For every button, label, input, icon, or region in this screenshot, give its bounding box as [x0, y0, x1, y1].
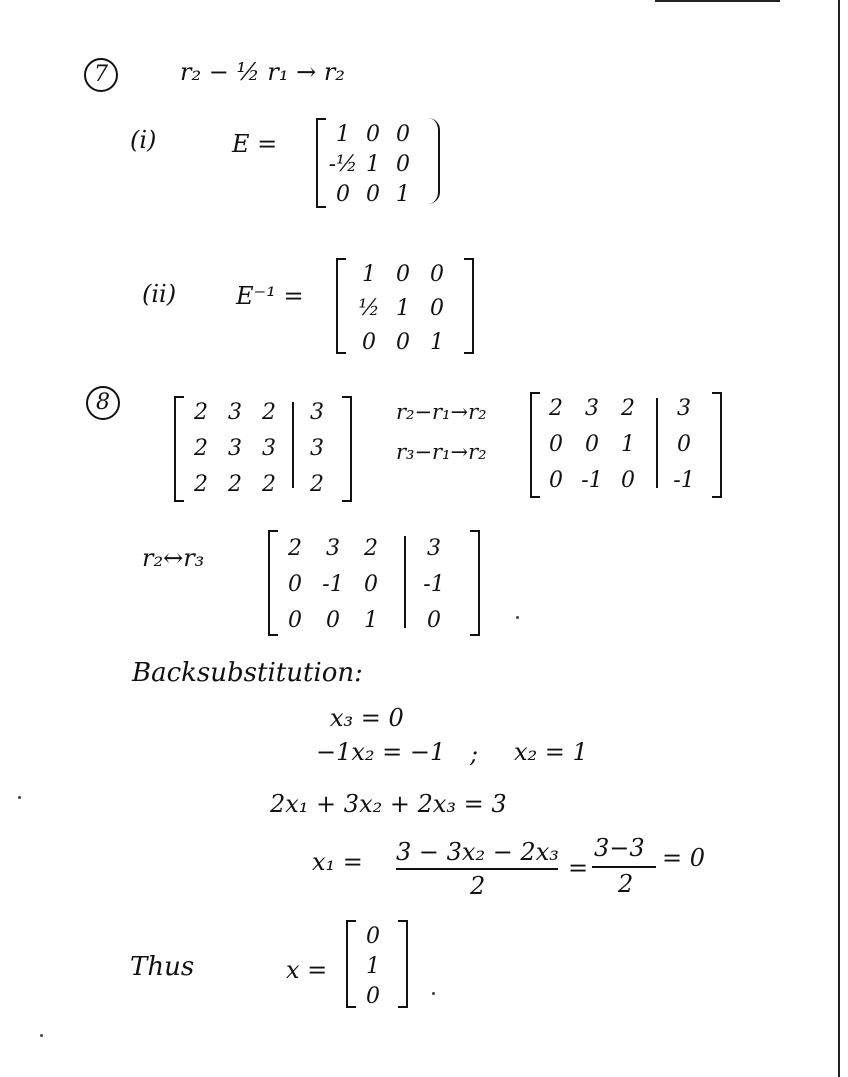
solution-vector	[356, 926, 390, 1008]
part-ii-label: (ii)	[142, 280, 177, 308]
matrix-E-symbol: E =	[232, 130, 278, 158]
matrix-Einv-cell: 0	[362, 330, 376, 355]
aug3-cell: 2	[364, 536, 378, 561]
backsub-x1-lhs: x₁ =	[312, 848, 363, 876]
backsub-x2-eq: −1x₂ = −1	[316, 738, 446, 766]
scan-speck	[516, 616, 519, 619]
aug2-cell: 0	[549, 468, 563, 493]
aug2-cell: -1	[581, 468, 603, 493]
aug1-rhs	[300, 402, 334, 496]
aug2-rhs-cell: 3	[677, 396, 691, 421]
aug2-cell: 3	[585, 396, 599, 421]
aug2-coefficients	[538, 398, 646, 492]
matrix-E-cell: 1	[336, 122, 350, 147]
problem-8-number	[86, 386, 120, 420]
aug1-coefficients	[184, 402, 286, 496]
aug3-rhs	[414, 538, 454, 632]
aug2-cell: 1	[621, 432, 635, 457]
matrix-Einv-cell: 0	[396, 262, 410, 287]
backsub-x1-denominator-2: 2	[618, 870, 634, 898]
aug2-cell: 0	[549, 432, 563, 457]
matrix-Einv-cell: 0	[430, 262, 444, 287]
backsub-heading: Backsubstitution:	[132, 658, 363, 688]
part-i-label: (i)	[130, 126, 157, 154]
aug1-right-bracket	[342, 396, 352, 502]
scan-speck	[18, 796, 21, 799]
scan-edge-top	[655, 0, 780, 2]
aug3-right-bracket	[470, 530, 480, 636]
aug1-cell: 2	[262, 400, 276, 425]
matrix-E-cell: -½	[328, 152, 358, 177]
aug3-cell: 2	[288, 536, 302, 561]
row-op-2: r₃−r₁→r₂	[396, 440, 487, 464]
aug2-cell: 2	[549, 396, 563, 421]
backsub-x1-result: = 0	[662, 844, 706, 872]
backsub-equals: =	[568, 854, 589, 882]
aug1-cell: 2	[194, 472, 208, 497]
row-op-1: r₂−r₁→r₂	[396, 400, 487, 424]
backsub-x3: x₃ = 0	[330, 704, 404, 732]
backsub-x1-fraction-bar-2	[592, 866, 656, 868]
conclusion-word: Thus	[130, 952, 195, 982]
matrix-Einv-cell: 1	[430, 330, 444, 355]
aug3-cell: 1	[364, 608, 378, 633]
aug3-rhs-cell: -1	[423, 572, 445, 597]
solution-vector-cell: 1	[366, 954, 380, 979]
matrix-Einv	[352, 264, 454, 354]
solution-vector-right-bracket	[398, 920, 408, 1008]
problem-7-number-text: 7	[94, 62, 108, 87]
solution-vector-left-bracket	[346, 920, 356, 1008]
matrix-E-cell: 0	[396, 152, 410, 177]
matrix-Einv-cell: ½	[358, 296, 380, 321]
aug2-rhs	[664, 398, 704, 492]
solution-vector-cell: 0	[366, 924, 380, 949]
scan-edge-right	[838, 0, 840, 1077]
matrix-Einv-symbol: E⁻¹ =	[236, 282, 304, 310]
aug1-cell: 3	[262, 436, 276, 461]
aug3-rhs-cell: 0	[427, 608, 441, 633]
aug3-rhs-cell: 3	[427, 536, 441, 561]
backsub-x2-value: x₂ = 1	[514, 738, 588, 766]
problem-7-number	[84, 58, 118, 92]
problem-7-row-operation: r₂ − ½ r₁ → r₂	[180, 58, 345, 86]
backsub-x1-fraction-bar	[396, 868, 558, 870]
matrix-E-cell: 1	[396, 182, 410, 207]
matrix-E-cell: 0	[336, 182, 350, 207]
backsub-equation: 2x₁ + 3x₂ + 2x₃ = 3	[270, 790, 507, 818]
aug3-cell: 3	[326, 536, 340, 561]
matrix-Einv-cell: 1	[362, 262, 376, 287]
matrix-Einv-cell: 0	[430, 296, 444, 321]
aug1-rhs-cell: 2	[310, 472, 324, 497]
problem-8-number-text: 8	[96, 390, 110, 415]
aug1-cell: 2	[228, 472, 242, 497]
matrix-E-cell: 0	[366, 122, 380, 147]
matrix-E-right-bracket	[428, 118, 440, 204]
aug3-cell: 0	[288, 608, 302, 633]
matrix-Einv-right-bracket	[464, 258, 474, 354]
conclusion-lhs: x =	[286, 956, 328, 984]
aug1-cell: 3	[228, 436, 242, 461]
period-mark	[432, 992, 435, 995]
aug1-cell: 2	[194, 436, 208, 461]
matrix-Einv-cell: 1	[396, 296, 410, 321]
aug2-cell: 0	[585, 432, 599, 457]
matrix-E-cell: 1	[366, 152, 380, 177]
aug1-rhs-cell: 3	[310, 400, 324, 425]
aug3-divider	[404, 536, 406, 628]
aug2-rhs-cell: -1	[673, 468, 695, 493]
solution-vector-cell: 0	[366, 984, 380, 1009]
matrix-E-left-bracket	[316, 118, 326, 208]
aug1-cell: 2	[262, 472, 276, 497]
scan-speck	[40, 1034, 43, 1037]
aug3-coefficients	[276, 538, 390, 632]
aug3-cell: 0	[288, 572, 302, 597]
matrix-Einv-cell: 0	[396, 330, 410, 355]
aug3-cell: 0	[326, 608, 340, 633]
matrix-E-cell: 0	[396, 122, 410, 147]
matrix-E-cell: 0	[366, 182, 380, 207]
backsub-x1-numerator-2: 3−3	[594, 834, 645, 862]
aug2-divider	[656, 398, 658, 488]
aug3-cell: 0	[364, 572, 378, 597]
matrix-E	[328, 124, 418, 206]
aug1-rhs-cell: 3	[310, 436, 324, 461]
backsub-x1-numerator: 3 − 3x₂ − 2x₃	[396, 838, 559, 866]
backsub-x1-denominator: 2	[470, 872, 486, 900]
aug1-cell: 2	[194, 400, 208, 425]
aug2-cell: 0	[621, 468, 635, 493]
aug2-right-bracket	[712, 392, 722, 498]
matrix-Einv-left-bracket	[336, 258, 346, 354]
aug2-rhs-cell: 0	[677, 432, 691, 457]
backsub-semicolon: ;	[470, 740, 479, 768]
aug1-left-bracket	[174, 396, 184, 502]
aug3-cell: -1	[322, 572, 344, 597]
aug2-cell: 2	[621, 396, 635, 421]
aug1-cell: 3	[228, 400, 242, 425]
aug1-divider	[292, 402, 294, 488]
swap-op: r₂↔r₃	[142, 544, 205, 572]
